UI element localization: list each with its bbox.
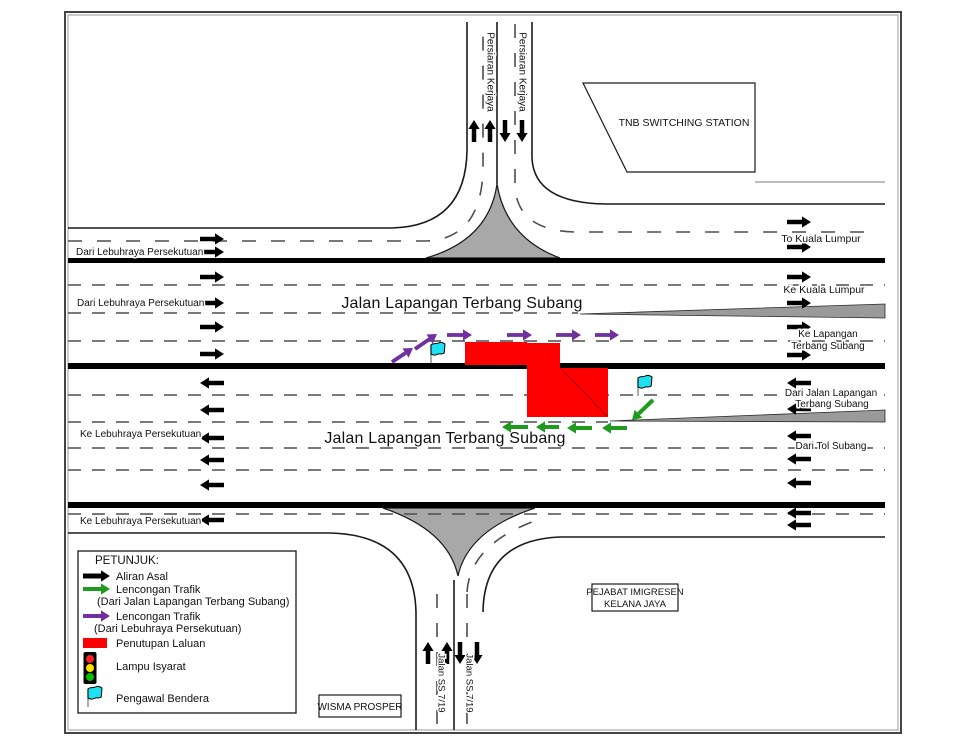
bottom-junction-island [383, 508, 535, 576]
flow-arrow-head [200, 377, 209, 388]
label-ke-kuala-lumpur: Ke Kuala Lumpur [783, 284, 865, 296]
closure-swatch-icon [83, 638, 107, 648]
flow-arrow-head [441, 642, 452, 651]
label-dari-jalan-lapangan-1: Dari Jalan Lapangan [784, 388, 878, 399]
flow-arrow-head [468, 120, 479, 129]
road-closure-blocks [465, 342, 608, 417]
flow-arrow-head [787, 477, 796, 488]
legend-heading: PETUNJUK: [95, 555, 159, 567]
flow-arrow-shaft [392, 353, 406, 362]
building-tnb-switching-station [583, 83, 755, 172]
label-ke-lapangan-1: Ke Lapangan [798, 329, 858, 340]
flow-arrow-shaft [639, 400, 653, 414]
jalan-ss719-label-1: Jalan SS 7/19 [435, 653, 447, 713]
main-road-label-top: Jalan Lapangan Terbang Subang [341, 295, 583, 312]
flow-arrow-head [787, 377, 796, 388]
flow-arrow-head [200, 404, 209, 415]
pejabat-label-2: KELANA JAYA [604, 599, 666, 610]
flow-arrow-head [215, 348, 224, 359]
legend-lencongan-purple-label: Lencongan Trafik [116, 611, 201, 623]
flow-arrow-shaft [415, 339, 430, 349]
flow-arrow-head [215, 297, 224, 308]
wisma-label: WISMA PROSPER [317, 702, 403, 713]
label-dari-lebuhraya-top: Dari Lebuhraya Persekutuan [76, 247, 204, 258]
legend-lencongan-green-label: Lencongan Trafik [116, 584, 201, 596]
flow-arrow-head [463, 329, 472, 340]
flow-arrow-head [610, 329, 619, 340]
flow-arrow-head [499, 133, 510, 142]
flow-arrow-head [516, 133, 527, 142]
flow-arrow-head [215, 246, 224, 257]
flow-arrow-head [484, 120, 495, 129]
flow-arrow-head [215, 233, 224, 244]
flow-arrow-head [200, 454, 209, 465]
flow-arrow-head [523, 329, 532, 340]
flag-icon [638, 375, 652, 396]
flow-arrow-head [802, 216, 811, 227]
legend-pengawal-label: Pengawal Bendera [116, 693, 209, 705]
closure-block [465, 342, 527, 365]
flow-arrow-head [215, 321, 224, 332]
road-persiaran-kerjaya [68, 22, 885, 241]
flow-arrow-head [422, 642, 433, 651]
flow-arrow-head [787, 453, 796, 464]
persiaran-kerjaya-label-2: Persiaran Kerjaya [516, 32, 528, 112]
label-ke-lapangan-2: Terbang Subang [791, 341, 865, 352]
legend-penutupan-label: Penutupan Laluan [116, 638, 206, 650]
traffic-light-icon [84, 652, 97, 684]
label-dari-tol-subang: Dari Tol Subang [795, 441, 867, 452]
building-pejabat-imigresen [586, 584, 683, 611]
main-road-label-bottom: Jalan Lapangan Terbang Subang [324, 430, 566, 447]
closure-block [527, 343, 560, 417]
label-to-kuala-lumpur: To Kuala Lumpur [781, 233, 861, 245]
flow-arrow-head [200, 514, 209, 525]
flag-icon [431, 342, 445, 363]
legend-aliran-asal-label: Aliran Asal [116, 571, 168, 583]
flow-arrow-head [602, 422, 611, 433]
flow-arrow-head [567, 422, 576, 433]
legend-lencongan-green-sublabel: (Dari Jalan Lapangan Terbang Subang) [97, 596, 290, 608]
top-junction-island [426, 184, 560, 258]
tnb-label: TNB SWITCHING STATION [618, 117, 750, 129]
flow-arrow-head [572, 329, 581, 340]
flow-arrow-head [787, 430, 796, 441]
jalan-ss719-label-2: Jalan SS 7/19 [463, 653, 475, 713]
flow-arrow-head [200, 479, 209, 490]
label-ke-lebuhraya-mid: Ke Lebuhraya Persekutuan [80, 429, 202, 440]
flow-arrow-head [787, 507, 796, 518]
legend-lencongan-purple-sublabel: (Dari Lebuhraya Persekutuan) [94, 623, 242, 635]
flow-arrow-head [215, 271, 224, 282]
lane-split-wedge-east [580, 304, 885, 318]
pejabat-label-1: PEJABAT IMIGRESEN [586, 587, 684, 598]
building-wisma-prosper [317, 695, 402, 717]
flow-arrow-head [787, 519, 796, 530]
legend [78, 551, 296, 713]
legend-lampu-label: Lampu Isyarat [116, 661, 186, 673]
label-ke-lebuhraya-bottom: Ke Lebuhraya Persekutuan [80, 516, 202, 527]
flow-arrow-head [200, 432, 209, 443]
flow-arrow-head [802, 271, 811, 282]
lane-split-wedge-west [610, 410, 885, 422]
label-dari-lebuhraya-mid: Dari Lebuhraya Persekutuan [77, 298, 205, 309]
persiaran-kerjaya-label-1: Persiaran Kerjaya [484, 32, 496, 112]
label-dari-jalan-lapangan-2: Terbang Subang [795, 399, 869, 410]
